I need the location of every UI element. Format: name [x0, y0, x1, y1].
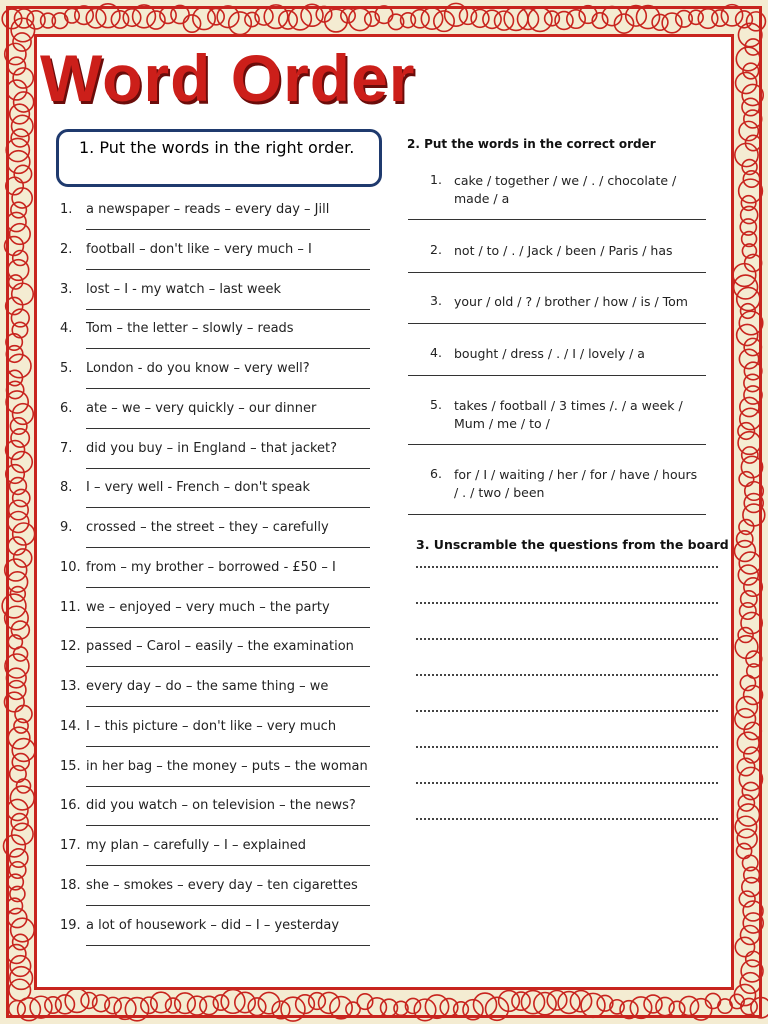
item-words: not / to / . / Jack / been / Paris / has	[454, 243, 673, 258]
answer-line[interactable]	[408, 375, 706, 376]
border-circle	[349, 8, 371, 30]
border-circle	[735, 937, 754, 956]
dotted-answer-line[interactable]	[416, 602, 718, 604]
border-circle	[744, 578, 762, 596]
border-circle	[7, 80, 27, 100]
border-circle	[6, 391, 28, 413]
border-circle	[175, 993, 195, 1013]
border-circle	[739, 311, 762, 334]
border-circle	[690, 999, 711, 1020]
border-circle	[411, 10, 429, 28]
item-number: 18.	[60, 877, 81, 893]
border-circle	[7, 212, 26, 231]
answer-line[interactable]	[408, 272, 706, 273]
item-words: bought / dress / . / I / lovely / a	[454, 346, 645, 361]
answer-line[interactable]	[86, 309, 370, 310]
dotted-answer-line[interactable]	[416, 674, 718, 676]
border-circle	[96, 4, 120, 28]
item-words: she – smokes – every day – ten cigarettes	[86, 877, 358, 893]
section-3-title: 3. Unscramble the questions from the board	[416, 537, 729, 552]
border-circle	[744, 494, 763, 513]
border-circle	[8, 354, 31, 377]
border-circle	[193, 7, 215, 29]
border-circle	[8, 537, 26, 555]
answer-line[interactable]	[86, 905, 370, 906]
border-circle	[65, 989, 89, 1013]
border-circle	[9, 500, 28, 519]
item-number: 12.	[60, 639, 81, 655]
item-number: 16.	[60, 798, 81, 814]
border-circle	[636, 6, 659, 29]
border-circle	[739, 349, 758, 368]
border-circle	[12, 754, 29, 771]
border-circle	[742, 98, 759, 115]
answer-line[interactable]	[86, 269, 370, 270]
section-1-heading-box	[56, 129, 382, 187]
item-words: Tom – the letter – slowly – reads	[86, 321, 294, 337]
border-circle	[93, 995, 110, 1012]
item-words: football – don't like – very much – I	[86, 241, 312, 257]
item-words: takes / football / 3 times /. / a week / Mum / me / to /	[454, 398, 683, 431]
border-circle	[8, 57, 26, 75]
border-circle	[644, 995, 662, 1013]
border-circle	[669, 1001, 685, 1017]
answer-line[interactable]	[86, 786, 370, 787]
border-circle	[662, 13, 682, 33]
section-1-list	[60, 198, 375, 953]
border-circle	[12, 823, 33, 844]
answer-line[interactable]	[86, 746, 370, 747]
border-circle	[12, 739, 35, 762]
item-number: 3.	[60, 281, 73, 297]
border-circle	[737, 829, 757, 849]
border-circle	[721, 5, 742, 26]
border-circle	[740, 675, 755, 690]
answer-line[interactable]	[86, 587, 370, 588]
border-circle	[229, 12, 252, 35]
border-circle	[504, 7, 528, 31]
border-circle	[13, 404, 34, 425]
item-number: 1.	[60, 202, 73, 217]
border-circle	[454, 1002, 469, 1017]
answer-line[interactable]	[86, 627, 370, 628]
answer-line[interactable]	[86, 468, 370, 469]
border-circle	[208, 8, 224, 24]
answer-line[interactable]	[408, 219, 706, 220]
answer-line[interactable]	[408, 444, 706, 445]
border-circle	[12, 115, 33, 136]
dotted-answer-line[interactable]	[416, 818, 718, 820]
border-circle	[737, 843, 752, 858]
border-circle	[744, 338, 761, 355]
border-circle	[739, 472, 754, 487]
border-circle	[125, 998, 148, 1021]
border-circle	[473, 993, 496, 1016]
border-circle	[14, 92, 34, 112]
item-number: 5.	[60, 361, 73, 376]
border-circle	[7, 945, 26, 964]
border-circle	[171, 5, 189, 23]
border-circle	[14, 165, 31, 182]
border-circle	[8, 511, 29, 532]
border-circle	[281, 997, 305, 1021]
border-circle	[743, 504, 765, 526]
border-circle	[740, 973, 761, 994]
border-circle	[9, 275, 23, 289]
border-circle	[264, 5, 288, 29]
item-words: cake / together / we / . / chocolate / made / a	[454, 173, 677, 206]
item-words: your / old / ? / brother / how / is / Tom	[454, 294, 688, 309]
border-circle	[738, 795, 754, 811]
border-circle	[12, 283, 34, 305]
exercise-1-item	[60, 794, 375, 834]
item-number: 9.	[60, 520, 73, 535]
border-circle	[738, 23, 761, 46]
border-circle	[10, 224, 31, 245]
border-circle	[740, 397, 759, 416]
border-circle	[13, 489, 30, 506]
dotted-answer-line[interactable]	[416, 638, 718, 640]
border-circle	[5, 43, 26, 64]
item-words: passed – Carol – easily – the examination	[86, 639, 354, 655]
border-circle	[11, 452, 32, 473]
border-circle	[739, 121, 758, 140]
item-number: 3.	[430, 293, 442, 308]
border-circle	[319, 992, 340, 1013]
item-words: lost – I - my watch – last week	[86, 281, 282, 297]
exercise-1-item	[60, 874, 375, 914]
border-circle	[486, 997, 509, 1020]
border-circle	[736, 47, 760, 71]
item-words: I – very well - French – don't speak	[86, 480, 311, 496]
exercise-1-item	[60, 238, 375, 278]
section-1-title: 1. Put the words in the right order.	[79, 138, 355, 157]
answer-line[interactable]	[408, 514, 706, 515]
page-title: Word Order	[40, 41, 416, 115]
section-2-title: 2. Put the words in the correct order	[407, 137, 656, 151]
border-circle	[3, 835, 25, 857]
answer-line[interactable]	[86, 507, 370, 508]
item-words: my plan – carefully – I – explained	[86, 838, 306, 853]
exercise-1-item	[60, 357, 375, 397]
border-circle	[656, 997, 674, 1015]
border-circle	[742, 84, 763, 105]
item-words: did you buy – in England – that jacket?	[86, 440, 338, 456]
answer-line[interactable]	[86, 229, 370, 230]
border-circle	[14, 719, 28, 733]
exercise-1-item	[60, 516, 375, 556]
border-circle	[742, 878, 761, 897]
border-circle	[740, 925, 759, 944]
item-words: for / I / waiting / her / for / have / hours / . / two / been	[454, 467, 698, 500]
border-circle	[736, 72, 757, 93]
dotted-answer-line[interactable]	[416, 782, 718, 784]
exercise-1-item	[60, 755, 375, 795]
border-circle	[7, 572, 27, 592]
item-words: a lot of housework – did – I – yesterday	[86, 917, 340, 933]
item-number: 1.	[430, 172, 442, 187]
border-circle	[8, 727, 30, 749]
exercise-1-item	[60, 397, 375, 437]
border-circle	[289, 7, 312, 30]
border-circle	[151, 992, 172, 1013]
item-words: in her bag – the money – puts – the woman	[86, 758, 368, 774]
item-number: 11.	[60, 599, 81, 615]
border-circle	[6, 441, 25, 460]
border-circle	[11, 429, 29, 447]
border-circle	[630, 997, 651, 1018]
item-words: I – this picture – don't like – very much	[86, 718, 337, 734]
border-circle	[740, 603, 756, 619]
exercise-1-item	[60, 715, 375, 755]
item-number: 4.	[60, 321, 73, 337]
border-circle	[739, 891, 755, 907]
exercise-1-item	[60, 556, 375, 596]
border-circle	[738, 565, 758, 585]
exercise-1-item	[60, 437, 375, 477]
border-circle	[6, 465, 25, 484]
border-circle	[737, 531, 753, 547]
border-circle	[744, 386, 762, 404]
border-circle	[75, 6, 93, 24]
border-circle	[744, 110, 762, 128]
exercise-1-item	[60, 476, 375, 516]
item-number: 10.	[60, 559, 81, 575]
item-words: ate – we – very quickly – our dinner	[86, 400, 317, 416]
dotted-answer-line[interactable]	[416, 710, 718, 712]
item-number: 7.	[60, 440, 73, 456]
border-circle	[10, 478, 27, 495]
item-number: 13.	[60, 679, 81, 694]
border-circle	[133, 5, 156, 28]
answer-line[interactable]	[408, 323, 706, 324]
border-circle	[743, 913, 763, 933]
item-number: 14.	[60, 718, 81, 734]
exercise-1-item	[60, 635, 375, 675]
answer-line[interactable]	[86, 388, 370, 389]
dotted-answer-line[interactable]	[416, 746, 718, 748]
border-circle	[734, 541, 755, 562]
border-circle	[14, 549, 32, 567]
exercise-1-item	[60, 834, 375, 874]
item-number: 19.	[60, 917, 81, 933]
answer-line[interactable]	[86, 706, 370, 707]
answer-line[interactable]	[86, 547, 370, 548]
border-circle	[10, 786, 34, 810]
item-number: 17.	[60, 838, 81, 853]
item-number: 5.	[430, 397, 442, 412]
exercise-1-item	[60, 278, 375, 318]
border-circle	[747, 12, 766, 31]
item-words: crossed – the street – they – carefully	[86, 520, 329, 535]
border-circle	[421, 8, 442, 29]
exercise-1-item	[60, 198, 375, 238]
item-words: we – enjoyed – very much – the party	[86, 599, 330, 615]
border-circle	[746, 951, 761, 966]
item-words: from – my brother – borrowed - £50 – I	[86, 559, 336, 575]
answer-line[interactable]	[86, 428, 370, 429]
item-words: did you watch – on television – the news?	[86, 798, 356, 814]
exercise-1-item	[60, 317, 375, 357]
exercise-1-item	[60, 596, 375, 636]
border-circle	[567, 10, 585, 28]
answer-line[interactable]	[86, 666, 370, 667]
item-number: 2.	[60, 241, 73, 257]
item-number: 4.	[430, 345, 442, 360]
answer-line[interactable]	[86, 825, 370, 826]
item-number: 6.	[60, 400, 73, 416]
item-words: London - do you know – very well?	[86, 361, 310, 376]
dotted-answer-line[interactable]	[416, 566, 718, 568]
exercise-1-item	[60, 675, 375, 715]
item-words: a newspaper – reads – every day – Jill	[86, 202, 330, 217]
exercise-1-item	[60, 914, 375, 954]
item-words: every day – do – the same thing – we	[86, 679, 329, 694]
item-number: 8.	[60, 480, 73, 496]
border-circle	[13, 523, 35, 545]
border-circle	[183, 15, 200, 32]
answer-line[interactable]	[86, 348, 370, 349]
border-circle	[737, 732, 759, 754]
answer-line[interactable]	[86, 945, 370, 946]
border-circle	[4, 692, 24, 712]
answer-line[interactable]	[86, 865, 370, 866]
item-number: 6.	[430, 466, 442, 481]
border-circle	[740, 408, 761, 429]
border-circle	[6, 381, 23, 398]
item-number: 15.	[60, 758, 81, 774]
item-number: 2.	[430, 242, 442, 257]
border-circle	[200, 996, 218, 1014]
border-circle	[381, 999, 398, 1016]
